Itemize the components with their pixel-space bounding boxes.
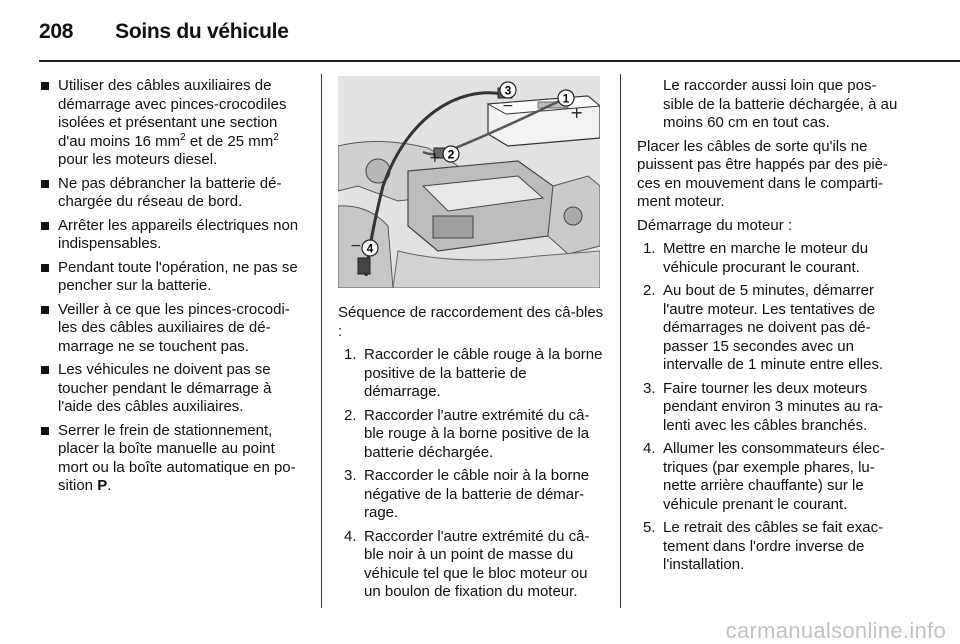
header-divider [39,60,960,62]
list-item: Utiliser des câbles auxiliaires de démarrage avec pinces-crocodiles isolées et présentant une section d'au moins 16 $mm^2$ et de 25 $mm^2$ pour les moteurs diesel. [38,77,306,170]
list-item: 1. Raccorder le câble rouge à la borne positive de la batterie de démarrage. [344,346,603,400]
svg-text:2: 2 [447,147,455,162]
column-divider-1 [321,74,322,608]
negative-terminal-sign: − [502,98,514,114]
callout-4 [362,240,378,256]
callout-2 [443,146,459,162]
list-item: 3. Faire tourner les deux moteurs pendant environ 3 minutes au ra-lenti avec les câbles branchés. [643,379,884,434]
list-item: Les véhicules ne doivent pas se toucher pendant le démarrage à l'aide des câbles auxiliaires. [38,361,306,417]
svg-text:4: 4 [366,241,374,256]
list-item: 4. Raccorder l'autre extrémité du câ-ble noir à un point de masse du véhicule tel que le bloc moteur ou un boulon de fixation du moteur. [344,527,590,600]
jump-start-illustration [338,76,600,288]
start-steps [637,240,903,575]
watermark: carmanualsonline.info [725,618,946,643]
column-3 [637,77,903,580]
engine-bay-drawing [338,76,600,288]
column-divider-2 [620,74,621,608]
positive-terminal-sign: + [570,103,584,122]
page-header [39,16,289,48]
engine-start-heading: Démarrage du moteur : [637,216,793,234]
callout-3 [500,82,516,98]
list-item: Serrer le frein de stationnement, placer la boîte manuelle au point mort ou la boîte automatique en po-sition P. [38,422,306,496]
list-item: 1. Mettre en marche le moteur du véhicule procurant le courant. [643,240,869,276]
list-item: Veiller à ce que les pinces-crocodi-les des câbles auxiliaires de dé-marrage ne se touchent pas. [38,301,306,357]
callout-1 [558,90,574,106]
page-title: Soins du véhicule [115,20,289,43]
sequence-intro: Séquence de raccordement des câ-bles : [338,304,604,340]
cable-placement-text: Placer les câbles de sorte qu'ils ne puissent pas être happés par des piè-ces en mouvement dans le comparti-ment moteur. [637,137,888,210]
list-item: Ne pas débrancher la batterie dé-chargée du réseau de bord. [38,175,306,212]
list-item: Pendant toute l'opération, ne pas se pencher sur la batterie. [38,259,306,296]
svg-text:3: 3 [504,83,512,98]
negative-terminal-sign: − [350,238,362,254]
column-1 [38,77,306,501]
list-item: Arrêter les appareils électriques non indispensables. [38,217,306,254]
list-item: 2. Au bout de 5 minutes, démarrer l'autre moteur. Les tentatives de démarrages ne doivent pas dé-passer 15 secondes avec un intervalle de 1 minute entre elles. [643,282,884,373]
precautions-list [38,77,306,496]
list-item: 5. Le retrait des câbles se fait exac-tement dans l'ordre inverse de l'installation. [643,519,884,573]
continuation-text: Le raccorder aussi loin que pos-sible de la batterie déchargée, à au moins 60 cm en tout cas. [663,77,898,131]
column-2 [338,304,606,607]
svg-text:1: 1 [562,91,570,106]
list-item: 2. Raccorder l'autre extrémité du câ-ble rouge à la borne positive de la batterie déchargée. [344,406,590,461]
positive-terminal-sign: + [429,150,441,166]
page-number: 208 [39,20,74,43]
connection-steps [338,346,606,602]
list-item: 4. Allumer les consommateurs élec-triques (par exemple phares, lu-nette arrière chauffante) sur le véhicule prenant le courant. [643,440,885,513]
list-item: 3. Raccorder le câble noir à la borne négative de la batterie de démar-rage. [344,467,590,521]
